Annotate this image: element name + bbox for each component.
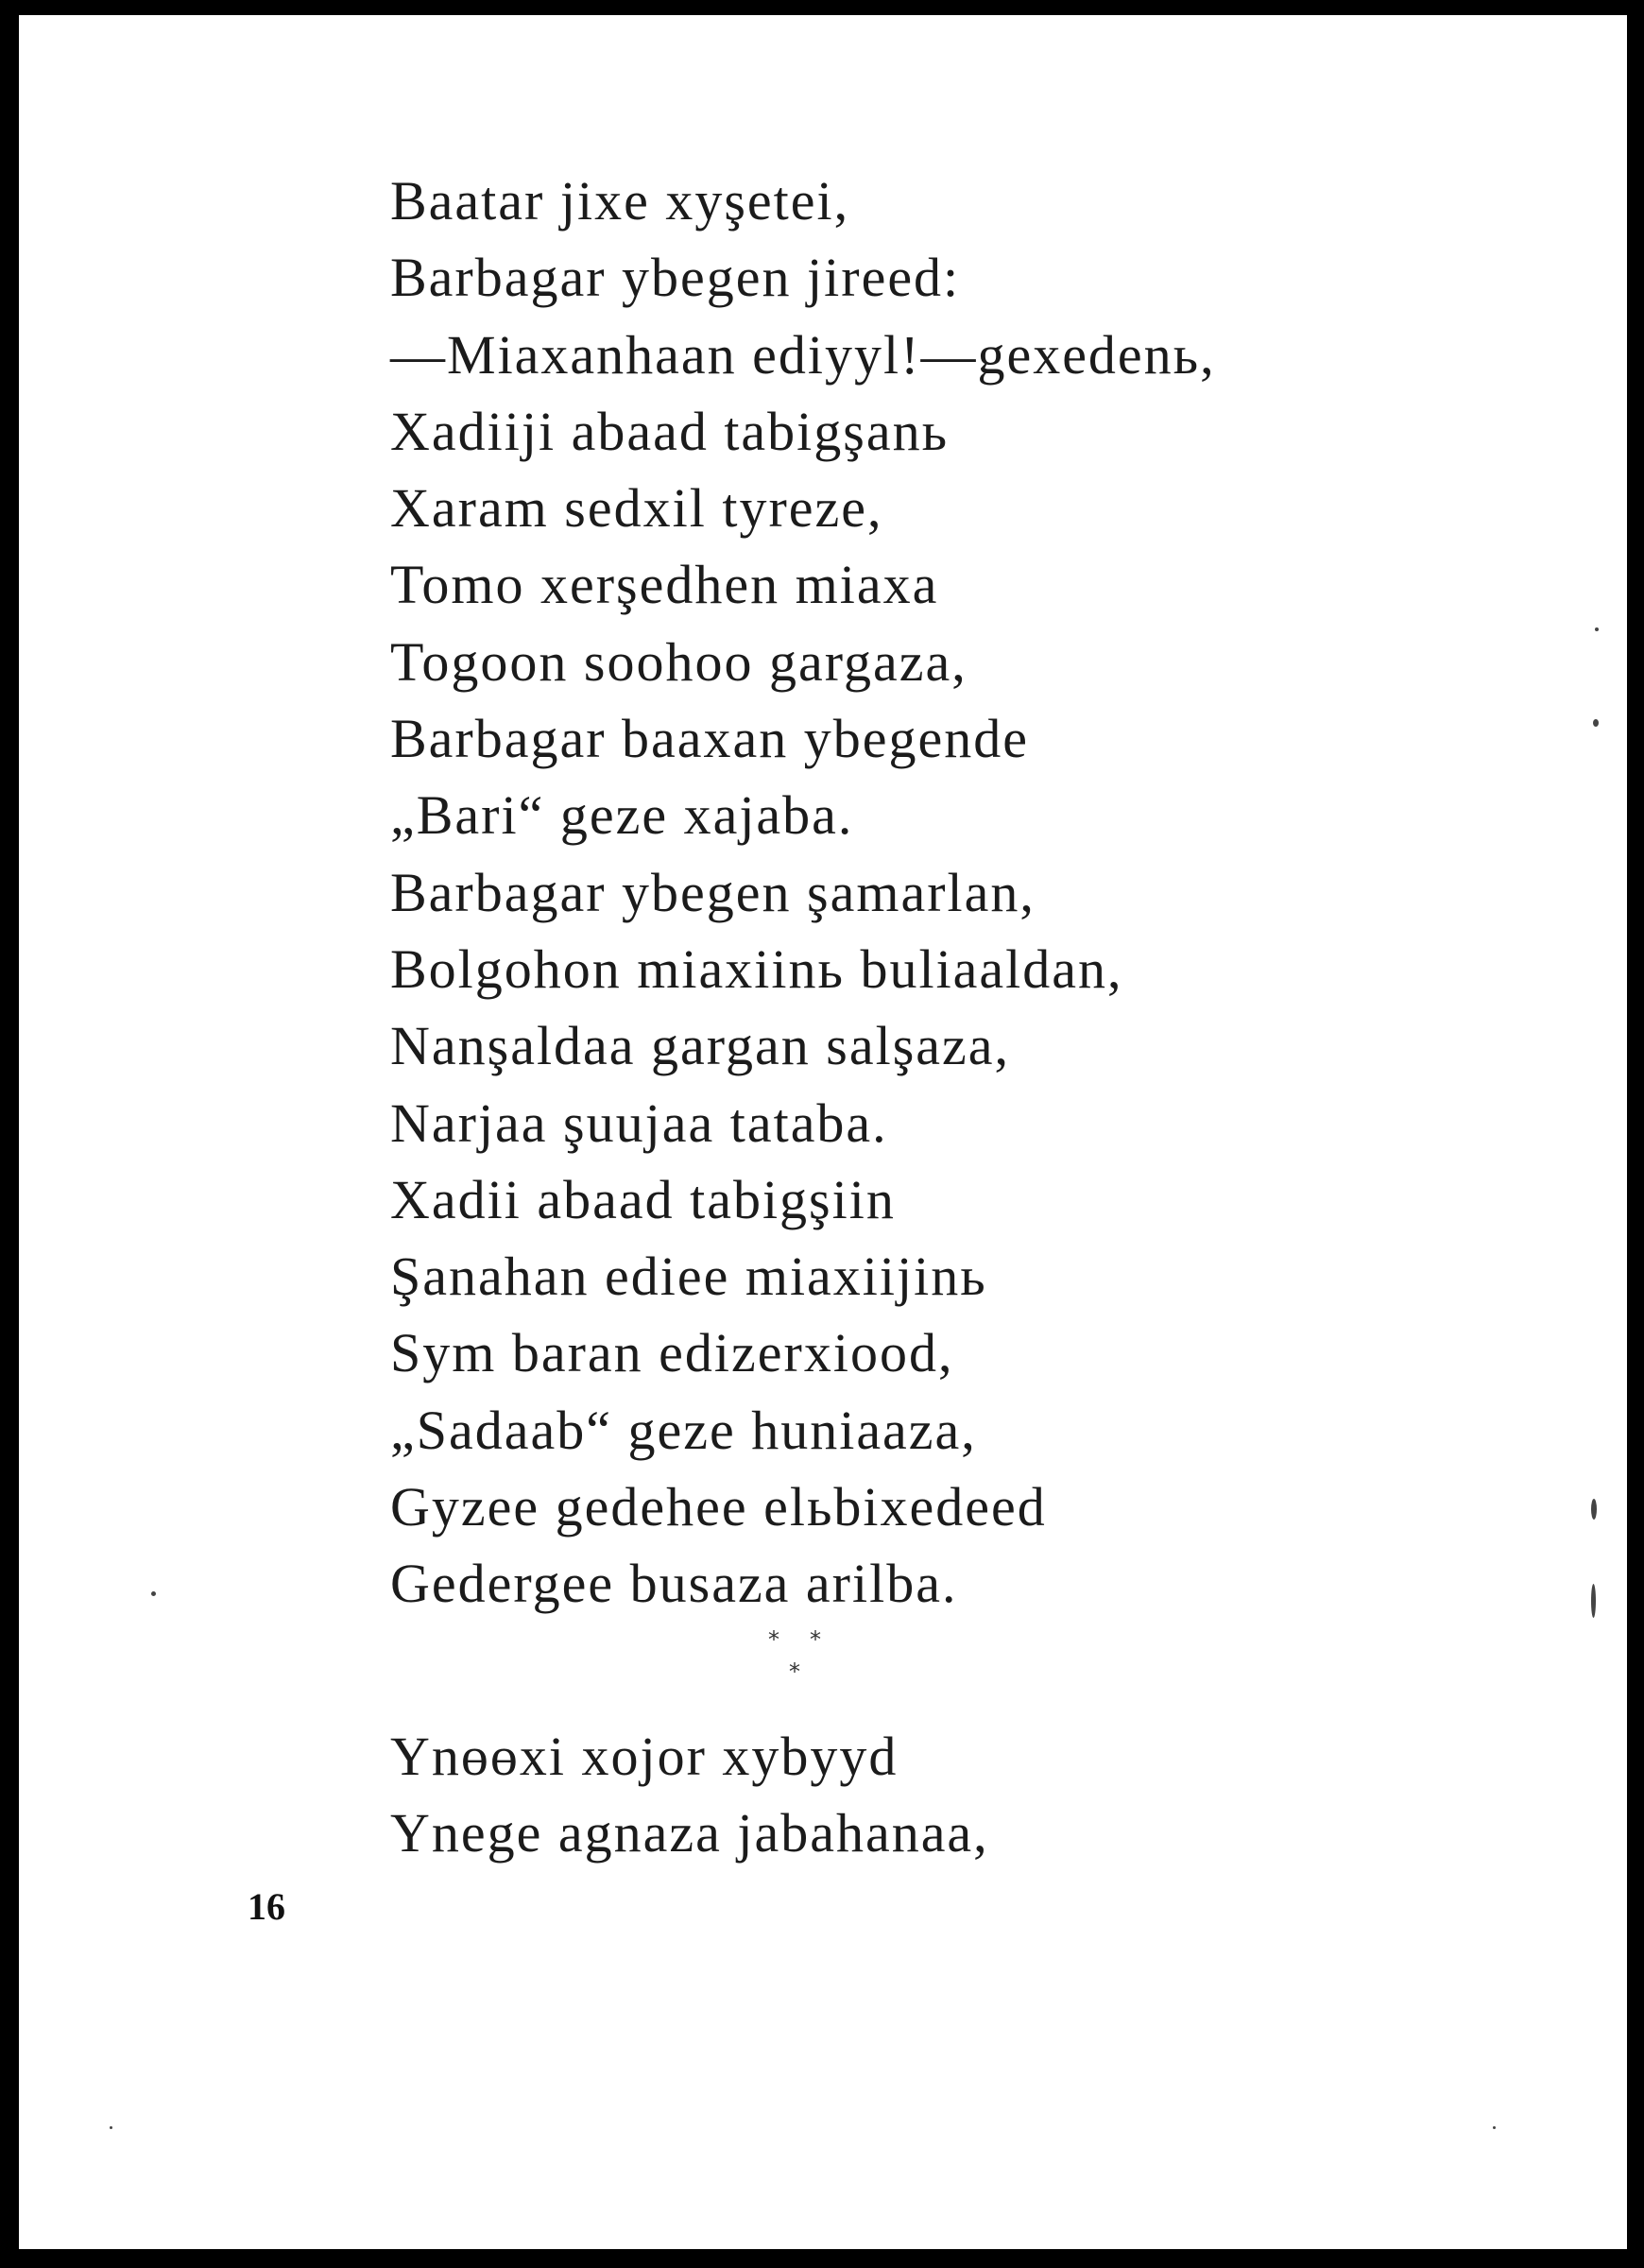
poem-line: Narjaa şuujaa tataba.: [390, 1091, 888, 1154]
poem-line: Şanahan ediee miaxiijinь: [390, 1246, 987, 1308]
scan-speck: [151, 1591, 156, 1596]
asterisk-icon: *: [768, 1626, 779, 1653]
poem-line: Xadiiji abaad tabigşanь: [390, 400, 950, 462]
scan-speck: [1595, 627, 1599, 631]
poem-line: Gyzee gedehee elьbixedeed: [390, 1476, 1047, 1538]
poem-line: Togoon soohoo gargaza,: [390, 630, 968, 693]
poem-line: Sym baran edizerxiood,: [390, 1322, 954, 1384]
poem-line: „Sadaab“ geze huniaaza,: [390, 1399, 977, 1461]
poem-stanza-1: [390, 163, 1216, 1623]
poem-line: „Bari“ geze xajaba.: [390, 784, 854, 847]
book-page: [19, 15, 1627, 2249]
poem-line: Gedergee busaza arilba.: [390, 1553, 958, 1615]
poem-line: Baatar jixe xyşetei,: [390, 170, 850, 232]
poem-line: Nanşaldaa gargan salşaza,: [390, 1015, 1011, 1077]
scan-speck: [110, 2126, 112, 2129]
poem-line: Tomo xerşedhen miaxa: [390, 554, 939, 616]
scan-speck: [1591, 1584, 1596, 1618]
poem-line: Bolgohon miaxiinь buliaaldan,: [390, 937, 1123, 1000]
scan-speck: [1591, 1499, 1597, 1520]
poem-line: Ynege agnaza jabahanaa,: [390, 1802, 989, 1864]
asterisk-icon: *: [789, 1658, 800, 1685]
scan-speck: [1493, 2126, 1496, 2129]
poem-stanza-2: [390, 1718, 989, 1872]
poem-line: Barbagar baaxan ybegende: [390, 708, 1030, 770]
poem-line: Ynөөxi xojor xybyyd: [390, 1726, 899, 1787]
asterisk-icon: *: [810, 1626, 821, 1653]
scan-speck: [1593, 719, 1599, 727]
page-number: 16: [248, 1885, 285, 1928]
poem-line: Xaram sedxil tyreze,: [390, 477, 883, 540]
poem-line: Xadii abaad tabigşiin: [390, 1168, 896, 1230]
poem-line: Barbagar ybegen şamarlan,: [390, 861, 1036, 923]
poem-line: —Miaxanhaan ediyyl!—gexedenь,: [390, 323, 1216, 386]
poem-line: Barbagar ybegen jireed:: [390, 247, 961, 309]
stanza-separator: [761, 1626, 874, 1702]
